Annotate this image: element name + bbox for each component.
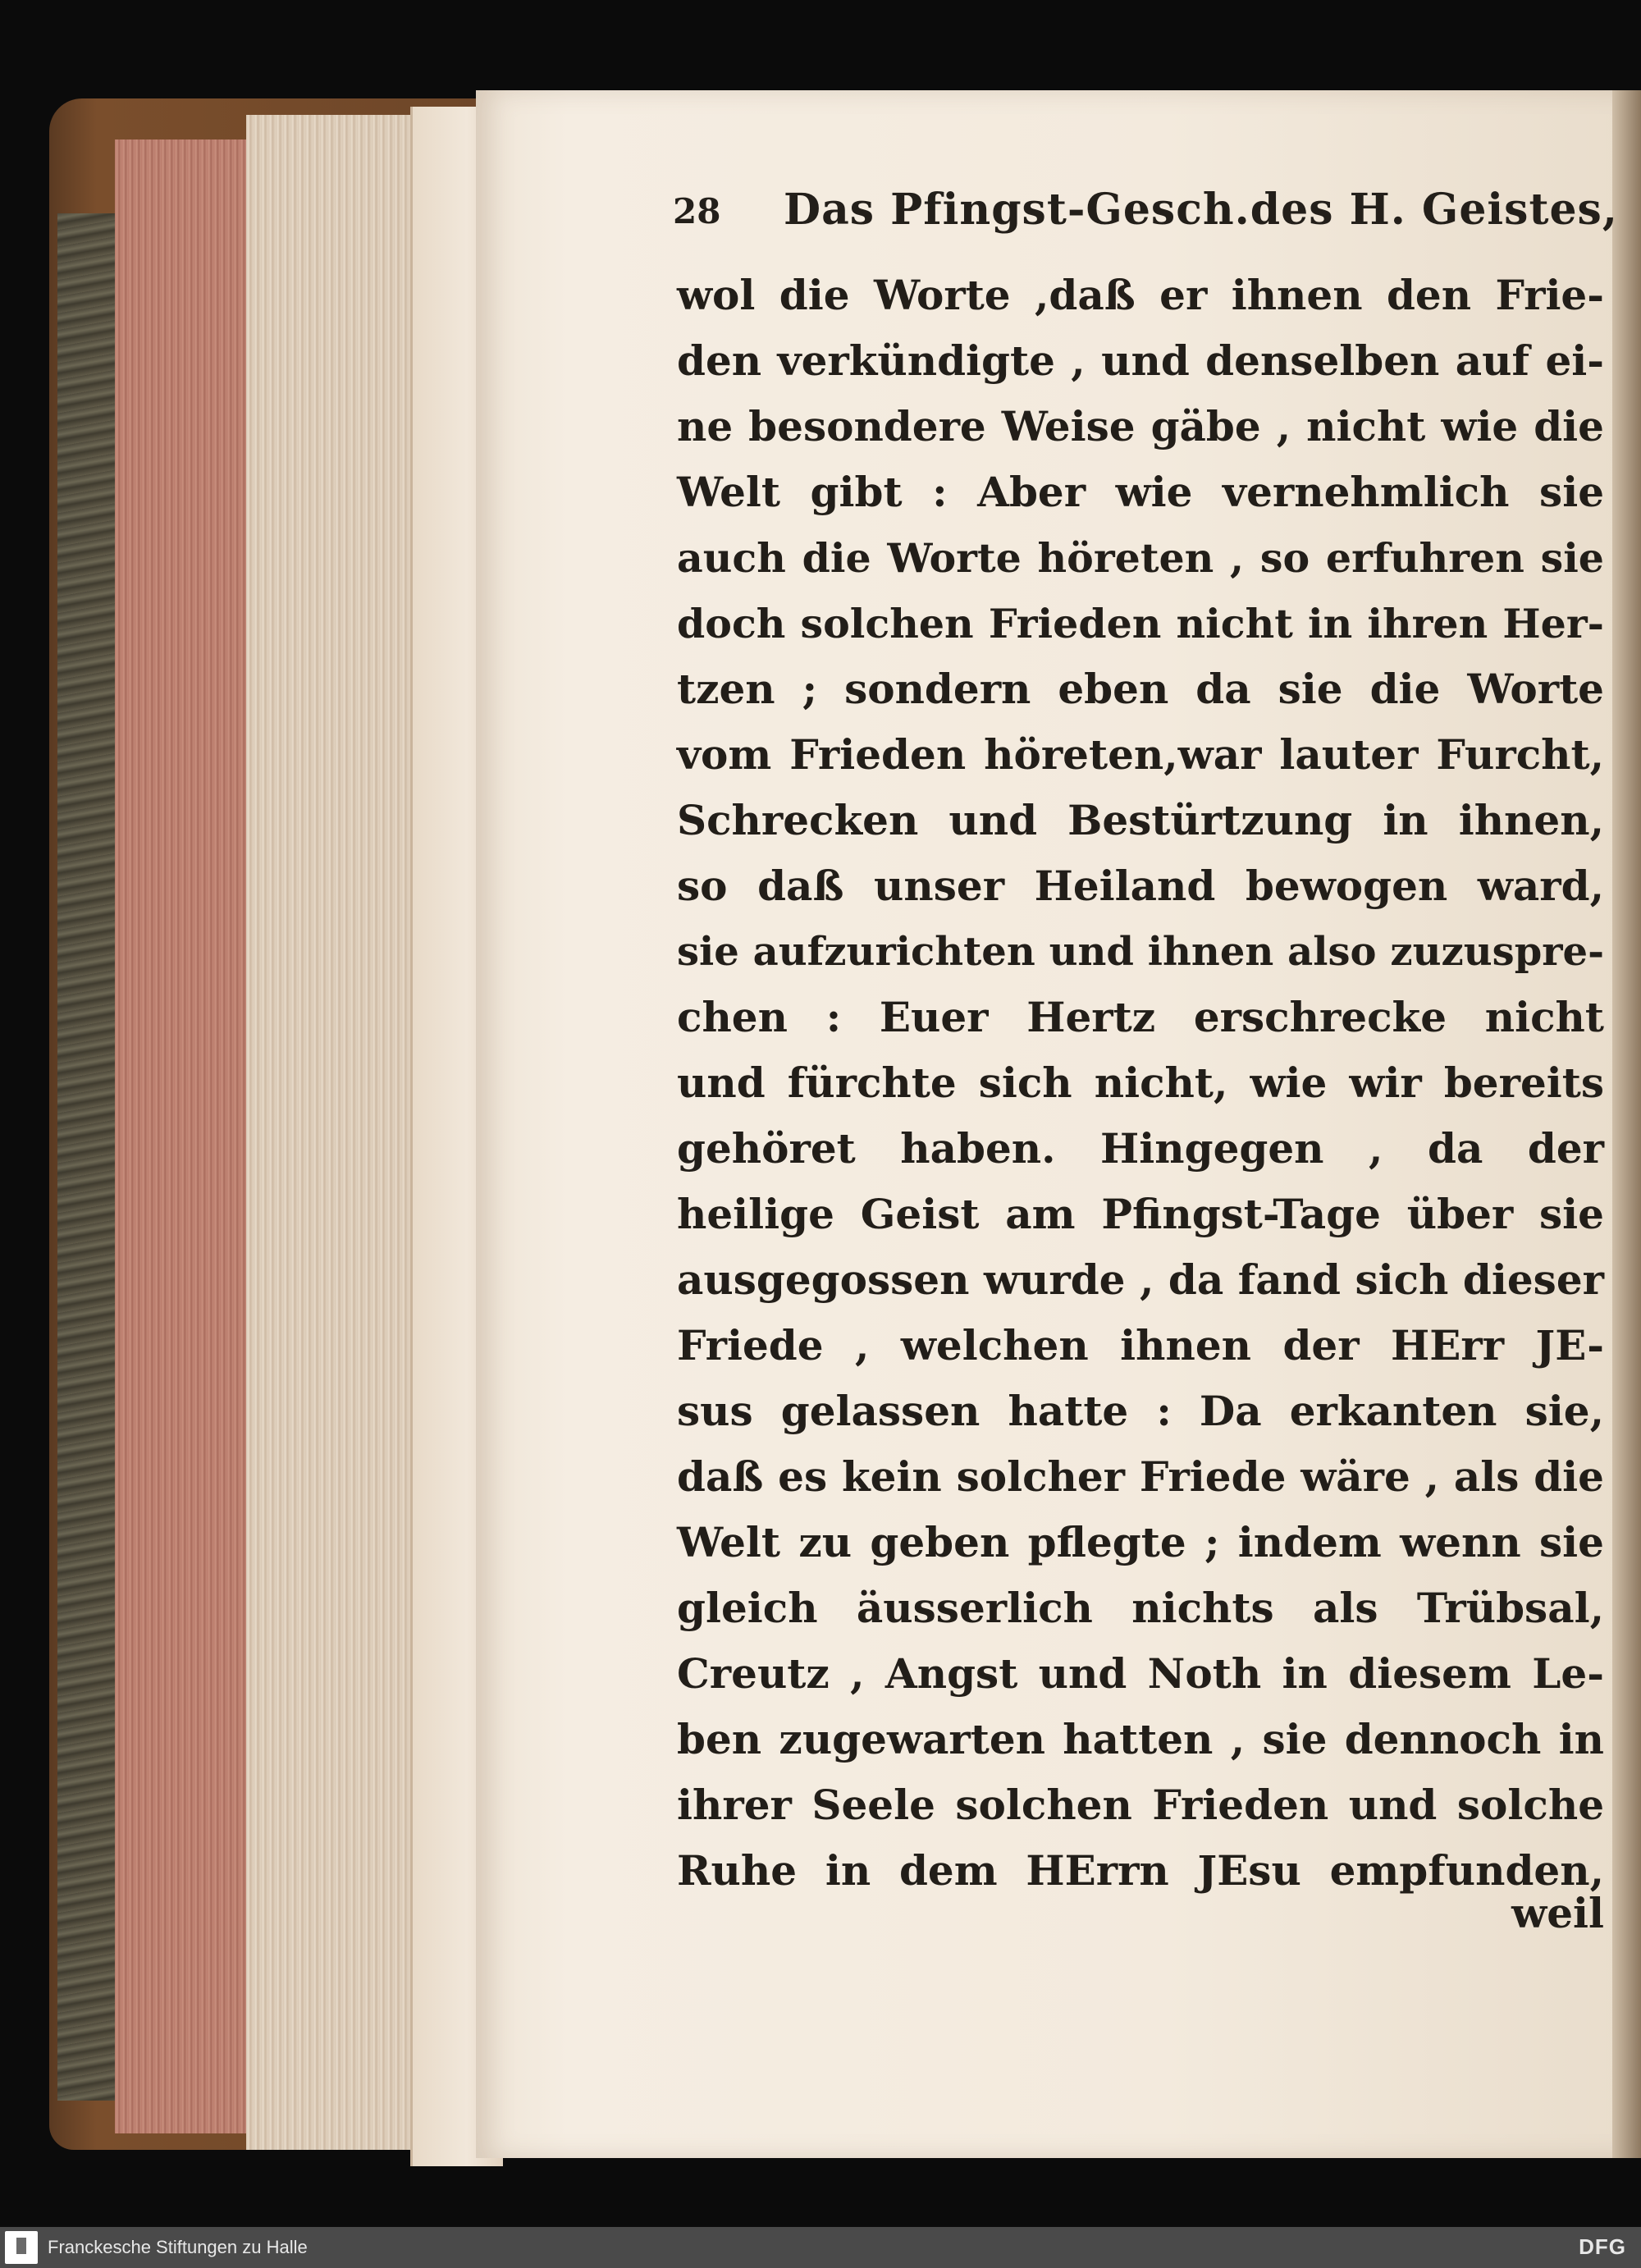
text-line: ihrer Seele solchen Frieden und solche: [677, 1781, 1604, 1829]
text-line: den verkündigte , und denselben auf ei-: [677, 336, 1604, 385]
text-line: Welt gibt : Aber wie vernehmlich sie: [677, 468, 1604, 516]
text-line: sie aufzurichten und ihnen also zuzuspre-: [677, 929, 1604, 975]
page-gutter: [1612, 90, 1641, 2158]
text-line: Schrecken und Bestürtzung in ihnen,: [677, 796, 1604, 844]
marbled-binding: [57, 213, 123, 2101]
text-line: Friede , welchen ihnen der HErr JE-: [677, 1321, 1604, 1369]
text-line: daß es kein solcher Friede wäre , als die: [677, 1452, 1604, 1501]
text-line: Creutz , Angst und Noth in diesem Le-: [677, 1649, 1604, 1698]
institution-name: Franckesche Stiftungen zu Halle: [48, 2237, 308, 2257]
text-line: sus gelassen hatte : Da erkanten sie,: [677, 1387, 1604, 1435]
running-header: [673, 176, 1616, 250]
page-number: 28: [673, 191, 721, 231]
text-line: ben zugewarten hatten , sie dennoch in: [677, 1715, 1604, 1763]
text-line: tzen ; sondern eben da sie die Worte: [677, 665, 1604, 713]
text-line: doch solchen Frieden nicht in ihren Her-: [677, 600, 1604, 647]
text-line: ne besondere Weise gäbe , nicht wie die: [677, 402, 1604, 450]
text-line: chen : Euer Hertz erschrecke nicht: [677, 993, 1604, 1041]
text-line: wol die Worte ,daß er ihnen den Frie-: [677, 271, 1604, 319]
text-line: und fürchte sich nicht, wie wir bereits: [677, 1059, 1604, 1107]
institution-logo-icon: [5, 2231, 38, 2264]
viewer-footer: [0, 2227, 1641, 2268]
text-line: gehöret haben. Hingegen , da der: [677, 1124, 1604, 1173]
running-head-title: Das Pfingst-Gesch.des H. Geistes,: [784, 185, 1618, 235]
catchword: weil: [1511, 1889, 1604, 1937]
body-text: [677, 263, 1604, 1904]
text-line: auch die Worte höreten , so erfuhren sie: [677, 534, 1604, 582]
text-line: heilige Geist am Pfingst-Tage über sie: [677, 1190, 1604, 1238]
text-line: ausgegossen wurde , da fand sich dieser: [677, 1255, 1604, 1304]
page-edges-red: [115, 139, 254, 2133]
text-line: vom Frieden höreten,war lauter Furcht,: [677, 730, 1604, 779]
text-line: Welt zu geben pflegte ; indem wenn sie: [677, 1518, 1604, 1566]
dfg-logo: DFG: [1579, 2234, 1626, 2259]
text-line: gleich äusserlich nichts als Trübsal,: [677, 1584, 1604, 1632]
text-line: so daß unser Heiland bewogen ward,: [677, 862, 1604, 910]
text-line: Ruhe in dem HErrn JEsu empfunden,: [677, 1846, 1604, 1895]
